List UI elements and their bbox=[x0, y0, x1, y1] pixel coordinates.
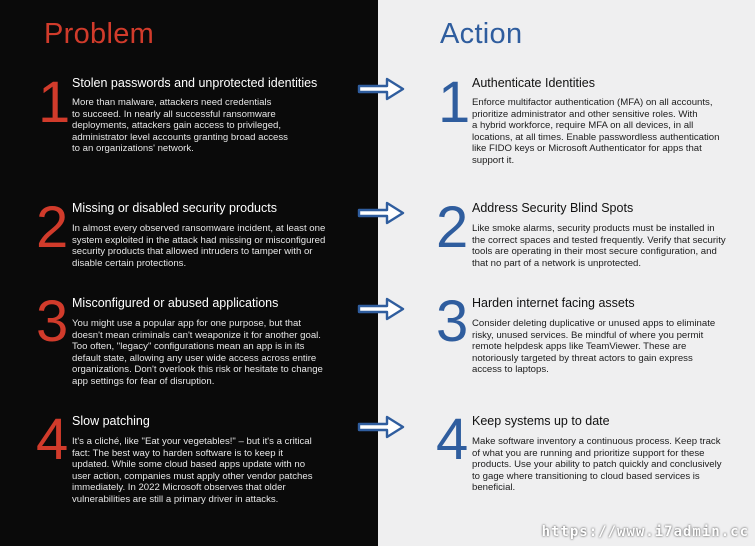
action-body: Like smoke alarms, security products must be installed in the correct spaces and tested frequently. Verify that security tools are operating in their most secure configuration, and that no part of a network is unprotected. bbox=[472, 223, 726, 269]
problem-body: You might use a popular app for one purpose, but that doesn't mean criminals can't weaponize it for another goal. Too often, "legacy" configurations mean an app is in its default state, allowing any user wide access across entire organizations. Don't overlook this risk or hesitate to change app settings for fear of disruption. bbox=[72, 318, 323, 387]
problem-title: Misconfigured or abused applications bbox=[72, 296, 279, 310]
problem-body: In almost every observed ransomware incident, at least one system exploited in the attack had missing or misconfigured security products that allowed intruders to tamper with or disable certain protections. bbox=[72, 223, 326, 269]
action-number: 1 bbox=[438, 70, 471, 135]
problem-title: Missing or disabled security products bbox=[72, 201, 277, 215]
action-heading: Action bbox=[440, 18, 523, 50]
problem-number: 4 bbox=[36, 407, 69, 472]
problem-body: It's a cliché, like "Eat your vegetables!" – but it's a critical fact: The best way to harden software is to keep it updated. While some cloud based apps update with no user action, companies must apply other vendor patches immediately. In 2022 Microsoft observes that older vulnerabilities are still a primary driver in attacks. bbox=[72, 436, 313, 505]
action-number: 4 bbox=[436, 407, 469, 472]
action-body: Make software inventory a continuous process. Keep track of what you are running and prioritize support for these products. Use your ability to patch quickly and conclusively to gage where transitioning to cloud based services is beneficial. bbox=[472, 436, 722, 494]
watermark: https://www.i7admin.cc bbox=[541, 524, 749, 540]
right-arrow-icon bbox=[357, 414, 405, 440]
right-arrow-icon bbox=[357, 200, 405, 226]
problem-number: 3 bbox=[36, 289, 69, 354]
problem-number: 1 bbox=[38, 70, 71, 135]
action-title: Authenticate Identities bbox=[472, 76, 595, 90]
action-number: 3 bbox=[436, 289, 469, 354]
problem-heading: Problem bbox=[44, 18, 155, 50]
action-title: Address Security Blind Spots bbox=[472, 201, 634, 215]
action-title: Harden internet facing assets bbox=[472, 296, 635, 310]
action-body: Consider deleting duplicative or unused apps to eliminate risky, unused services. Be mindful of where you permit remote helpdesk apps like TeamViewer. These are notoriously targeted by threat actors to gain express access to laptops. bbox=[472, 318, 716, 376]
right-arrow-icon bbox=[357, 76, 405, 102]
right-arrow-icon bbox=[357, 296, 405, 322]
problem-title: Slow patching bbox=[72, 414, 150, 428]
action-number: 2 bbox=[436, 195, 469, 260]
action-title: Keep systems up to date bbox=[472, 414, 610, 428]
problem-body: More than malware, attackers need credentials to succeed. In nearly all successful ransomware deployments, attackers gain access to privileged, administrator level accounts granting broad access to an organizations' network. bbox=[72, 97, 288, 155]
problem-number: 2 bbox=[36, 195, 69, 260]
problem-title: Stolen passwords and unprotected identities bbox=[72, 76, 318, 90]
action-body: Enforce multifactor authentication (MFA) on all accounts, prioritize administrator and other sensitive roles. With a hybrid workforce, require MFA on all devices, in all locations, at all times. Enable passwordless authentication like FIDO keys or Microsoft Authenticator for apps that support it. bbox=[472, 97, 720, 166]
